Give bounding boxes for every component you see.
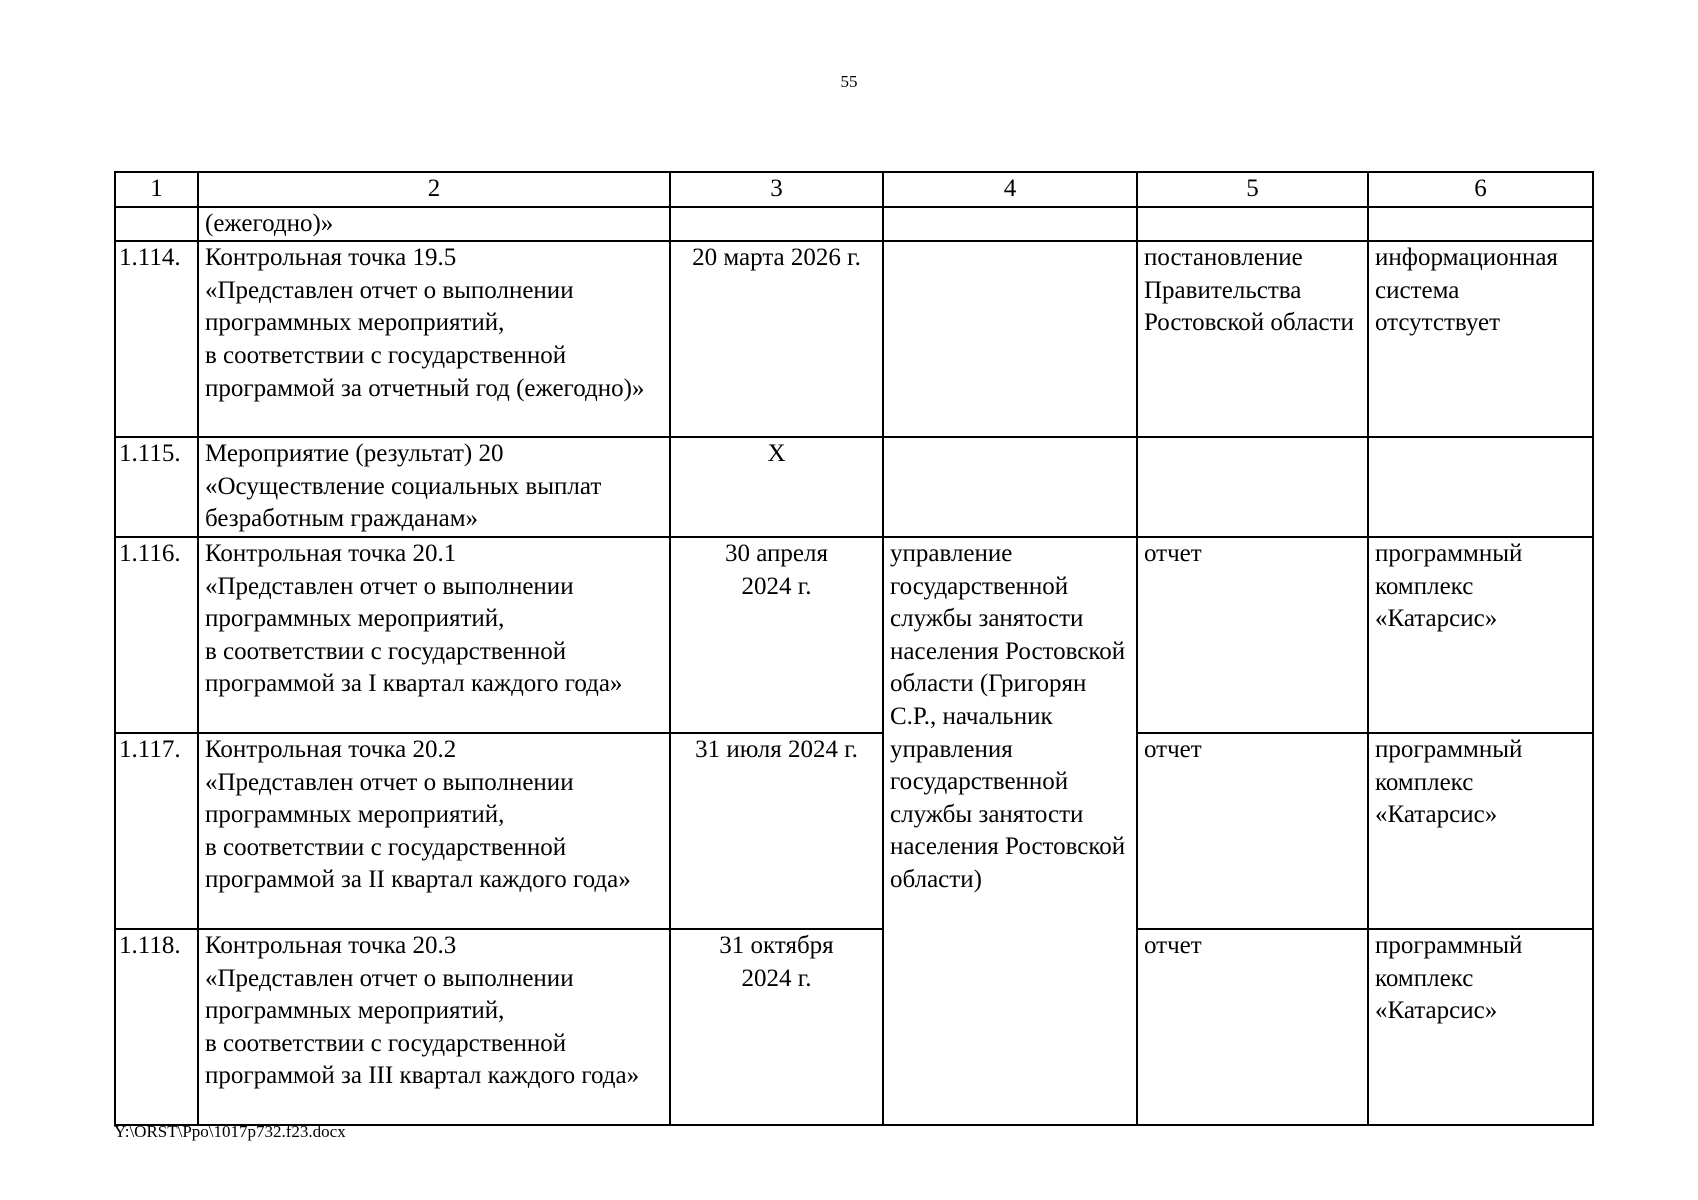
header-col-5: 5	[1137, 172, 1368, 207]
cell-system	[1368, 437, 1593, 537]
cell-date: 30 апреля 2024 г.	[670, 537, 883, 733]
cell-responsible	[883, 241, 1137, 437]
cell-name: Контрольная точка 20.1 «Представлен отчет о выполнении программных мероприятий, в соответствии с государственной программой за I квартал каждого года»	[198, 537, 670, 733]
header-col-2: 2	[198, 172, 670, 207]
cell-document: отчет	[1137, 929, 1368, 1125]
cell-document: постановление Правительства Ростовской области	[1137, 241, 1368, 437]
cell-responsible	[883, 437, 1137, 537]
header-col-4: 4	[883, 172, 1137, 207]
cell-num: 1.115.	[115, 437, 198, 537]
cell-system: программный комплекс «Катарсис»	[1368, 537, 1593, 733]
cell-date: 20 марта 2026 г.	[670, 241, 883, 437]
cell-document: отчет	[1137, 537, 1368, 733]
cell-num: 1.118.	[115, 929, 198, 1125]
cell-responsible-merged: управление государственной службы занятости населения Ростовской области (Григорян С.Р., начальник управления государственной службы занятости населения Ростовской области)	[883, 537, 1137, 1125]
table-row	[115, 537, 1593, 733]
table-row	[115, 241, 1593, 437]
table-row	[115, 437, 1593, 537]
cell-date: 31 июля 2024 г.	[670, 733, 883, 929]
page-number: 55	[840, 72, 858, 91]
cell-num	[115, 207, 198, 242]
cell-date: 31 октября 2024 г.	[670, 929, 883, 1125]
cell-responsible	[883, 207, 1137, 242]
file-path-footer: Y:\ORST\Ppo\1017p732.f23.docx	[114, 1122, 346, 1141]
cell-name: Контрольная точка 19.5 «Представлен отчет о выполнении программных мероприятий, в соответствии с государственной программой за отчетный год (ежегодно)»	[198, 241, 670, 437]
table-row	[115, 733, 1593, 929]
cell-system: информационная система отсутствует	[1368, 241, 1593, 437]
table-row	[115, 929, 1593, 1125]
cell-document: отчет	[1137, 733, 1368, 929]
cell-name: Контрольная точка 20.2 «Представлен отчет о выполнении программных мероприятий, в соответствии с государственной программой за II квартал каждого года»	[198, 733, 670, 929]
cell-document	[1137, 207, 1368, 242]
header-col-3: 3	[670, 172, 883, 207]
cell-num: 1.114.	[115, 241, 198, 437]
cell-date	[670, 207, 883, 242]
cell-name: (ежегодно)»	[198, 207, 670, 242]
cell-num: 1.116.	[115, 537, 198, 733]
cell-date: Х	[670, 437, 883, 537]
cell-system: программный комплекс «Катарсис»	[1368, 733, 1593, 929]
table-row-continuation	[115, 207, 1593, 242]
header-col-1: 1	[115, 172, 198, 207]
cell-num: 1.117.	[115, 733, 198, 929]
table-header-row	[115, 172, 1593, 207]
events-table	[114, 171, 1594, 1126]
cell-system	[1368, 207, 1593, 242]
cell-document	[1137, 437, 1368, 537]
cell-name: Мероприятие (результат) 20 «Осуществление социальных выплат безработным гражданам»	[198, 437, 670, 537]
cell-system: программный комплекс «Катарсис»	[1368, 929, 1593, 1125]
cell-name: Контрольная точка 20.3 «Представлен отчет о выполнении программных мероприятий, в соответствии с государственной программой за III квартал каждого года»	[198, 929, 670, 1125]
header-col-6: 6	[1368, 172, 1593, 207]
